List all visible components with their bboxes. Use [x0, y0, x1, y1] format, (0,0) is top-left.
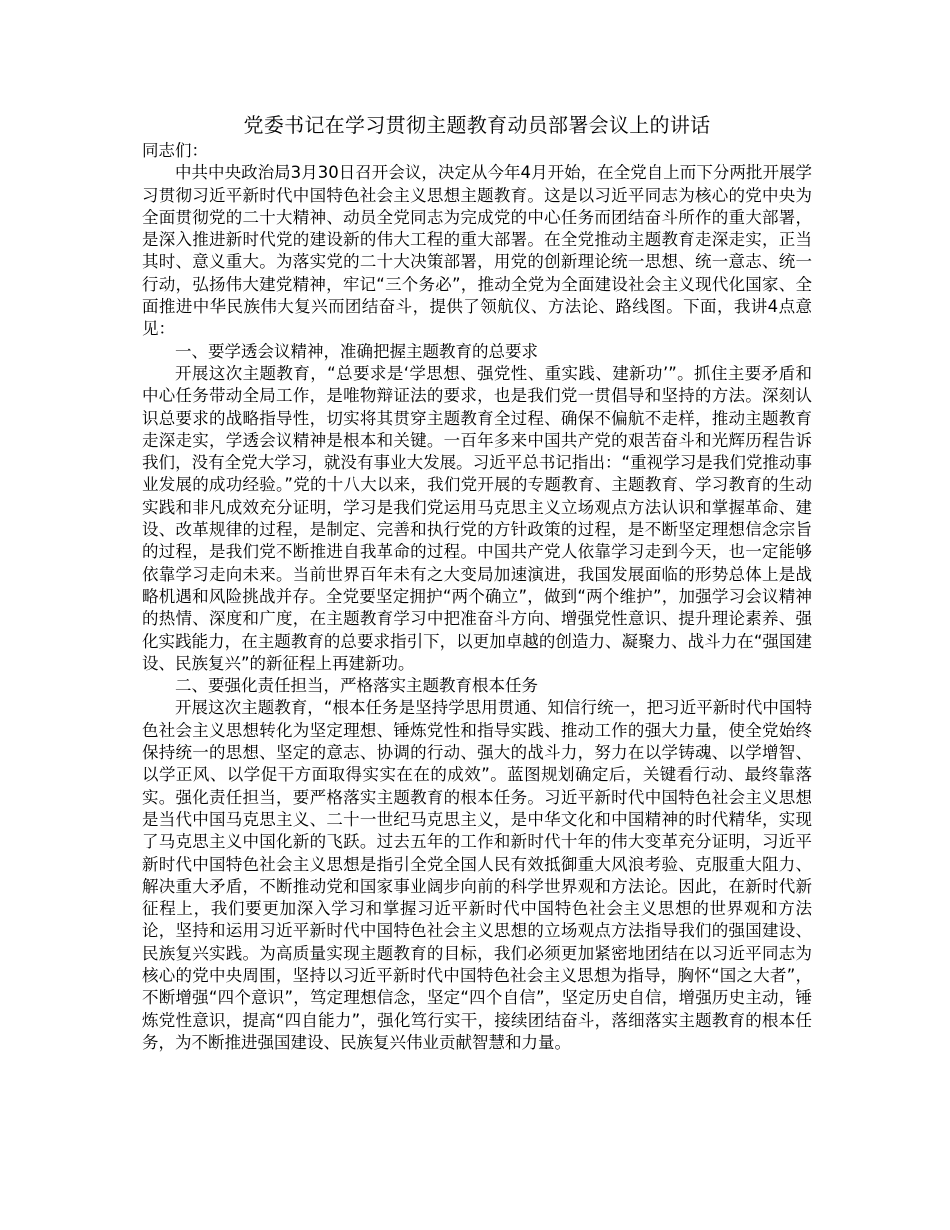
section-2-heading: 二、要强化责任担当，严格落实主题教育根本任务	[175, 676, 538, 696]
intro-paragraph: 中共中央政治局3月30日召开会议，决定从今年4月开始，在全党自上而下分两批开展学习贯彻习近平新时代中国特色社会主义思想主题教育。这是以习近平同志为核心的党中央为全面贯彻党的二十大精神、动员全党同志为完成党的中心任务而团结奋斗所作的重大部署，是深入推进新时代党的建设新的伟大工程的重大部署。在全党推动主题教育走深走实，正当其时、意义重大。为落实党的二十大决策部署，用党的创新理论统一思想、统一意志、统一行动，弘扬伟大建党精神，牢记“三个务必”，推动全党为全面建设社会主义现代化国家、全面推进中华民族伟大复兴而团结奋斗，提供了领航仪、方法论、路线图。下面，我讲4点意见：	[142, 163, 812, 339]
salutation: 同志们：	[142, 141, 208, 160]
section-1-paragraph: 开展这次主题教育，“总要求是‘学思想、强党性、重实践、建新功’”。抓住主要矛盾和中心任务带动全局工作，是唯物辩证法的要求，也是我们党一贯倡导和坚持的方法。深刻认识总要求的战略指导性，切实将其贯穿主题教育全过程、确保不偏航不走样，推动主题教育走深走实，学透会议精神是根本和关键。一百年多来中国共产党的艰苦奋斗和光辉历程告诉我们，没有全党大学习，就没有事业大发展。习近平总书记指出：“重视学习是我们党推动事业发展的成功经验。”党的十八大以来，我们党开展的专题教育、主题教育、学习教育的生动实践和非凡成效充分证明，学习是我们党运用马克思主义立场观点方法认识和掌握革命、建设、改革规律的过程，是制定、完善和执行党的方针政策的过程，是不断坚定理想信念宗旨的过程，是我们党不断推进自我革命的过程。中国共产党人依靠学习走到今天，也一定能够依靠学习走向未来。当前世界百年未有之大变局加速演进，我国发展面临的形势总体上是战略机遇和风险挑战并存。全党要坚定拥护“两个确立”，做到“两个维护”，加强学习会议精神的热情、深度和广度，在主题教育学习中把准奋斗方向、增强党性意识、提升理论素养、强化实践能力，在主题教育的总要求指引下，以更加卓越的创造力、凝聚力、战斗力在“强国建设、民族复兴”的新征程上再建新功。	[142, 363, 812, 673]
section-2-paragraph: 开展这次主题教育，“根本任务是坚持学思用贯通、知信行统一，把习近平新时代中国特色社会主义思想转化为坚定理想、锤炼党性和指导实践、推动工作的强大力量，使全党始终保持统一的思想、坚定的意志、协调的行动、强大的战斗力，努力在以学铸魂、以学增智、以学正风、以学促干方面取得实实在在的成效”。蓝图规划确定后，关键看行动、最终靠落实。强化责任担当，要严格落实主题教育的根本任务。习近平新时代中国特色社会主义思想是当代中国马克思主义、二十一世纪马克思主义，是中华文化和中国精神的时代精华，实现了马克思主义中国化新的飞跃。过去五年的工作和新时代十年的伟大变革充分证明，习近平新时代中国特色社会主义思想是指引全党全国人民有效抵御重大风浪考验、克服重大阻力、解决重大矛盾，不断推动党和国家事业阔步向前的科学世界观和方法论。因此，在新时代新征程上，我们要更加深入学习和掌握习近平新时代中国特色社会主义思想的世界观和方法论，坚持和运用习近平新时代中国特色社会主义思想的立场观点方法指导我们的强国建设、民族复兴实践。为高质量实现主题教育的目标，我们必须更加紧密地团结在以习近平同志为核心的党中央周围，坚持以习近平新时代中国特色社会主义思想为指导，胸怀“国之大者”，不断增强“四个意识”，笃定理想信念，坚定“四个自信”，坚定历史自信，增强历史主动，锤炼党性意识，提高“四自能力”，强化笃行实干，接续团结奋斗，落细落实主题教育的根本任务，为不断推进强国建设、民族复兴伟业贡献智慧和力量。	[142, 698, 812, 1052]
document-title: 党委书记在学习贯彻主题教育动员部署会议上的讲话	[243, 113, 711, 137]
document-page	[142, 110, 812, 1054]
section-1-heading: 一、要学透会议精神，准确把握主题教育的总要求	[175, 341, 538, 361]
